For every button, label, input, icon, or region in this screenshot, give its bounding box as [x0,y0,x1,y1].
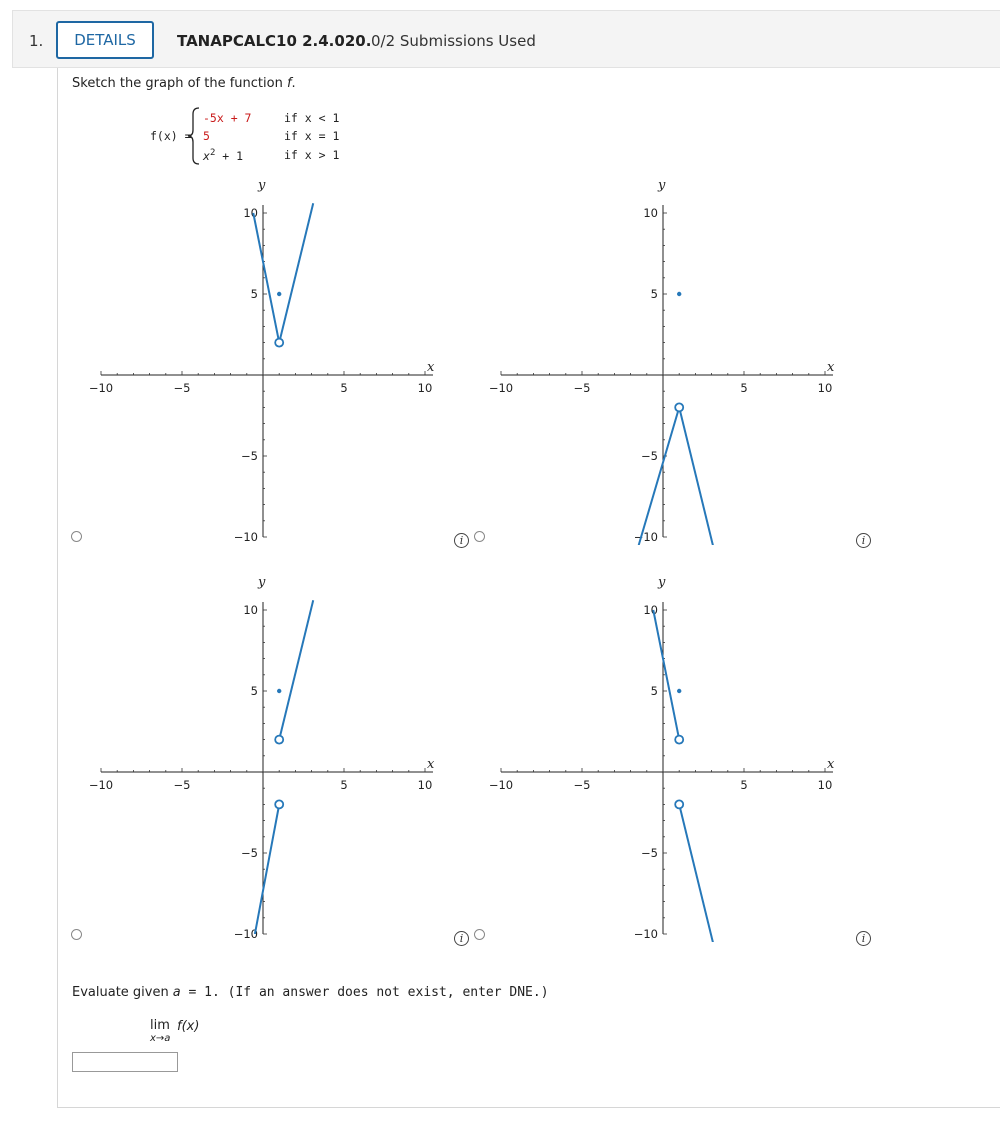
curve-right [279,600,313,739]
y-tick-label: −5 [641,449,658,463]
function-lhs: f(x) = [150,129,192,143]
brace-symbol [187,106,201,166]
open-point [675,800,683,808]
y-tick-label: −10 [633,530,658,544]
case-1-expr: -5x + 7 [203,111,252,125]
y-tick-label: 5 [250,684,258,698]
y-tick-label: 10 [243,603,258,617]
x-tick-label: 5 [740,381,748,395]
y-tick-label: 10 [243,206,258,220]
y-axis-label: y [658,575,666,590]
x-tick-label: 5 [340,778,348,792]
graph-option-2 [485,175,860,545]
curve-right [679,804,715,942]
curve-left [639,407,680,545]
y-tick-label: 10 [643,206,658,220]
curve-left [255,804,279,934]
y-tick-label: −10 [233,927,258,941]
y-tick-label: 5 [650,287,658,301]
x-tick-label: −10 [88,778,114,792]
info-icon-option-1[interactable]: i [454,533,469,548]
filled-point [677,689,681,693]
x-tick-label: 10 [817,381,833,395]
filled-point [677,292,681,296]
case-1-cond: if x < 1 [284,111,340,125]
info-icon-option-2[interactable]: i [856,533,871,548]
radio-option-2[interactable] [474,531,485,542]
y-axis-label: y [258,575,266,590]
y-tick-label: −10 [633,927,658,941]
curve-right [679,407,715,545]
x-tick-label: 10 [417,381,433,395]
x-tick-label: −10 [88,381,114,395]
case-3-expr: $x^2 + 1$ [203,148,244,163]
open-point [275,736,283,744]
y-tick-label: −5 [641,846,658,860]
x-tick-label: −5 [173,381,191,395]
graph-option-1 [85,175,460,545]
curve-left [250,213,279,343]
open-point [275,800,283,808]
info-icon-option-4[interactable]: i [856,931,871,946]
evaluate-instruction: Evaluate given a = 1. (If an answer does not exist, enter DNE.) [72,985,549,1000]
open-point [675,403,683,411]
limit-answer-input[interactable] [72,1052,178,1072]
open-point [275,339,283,347]
limit-subscript: x→a [150,1033,171,1044]
graph-option-3 [85,572,460,942]
case-2-expr: 5 [203,129,210,143]
x-axis-label: x [427,360,435,375]
y-tick-label: 10 [643,603,658,617]
instruction-text: Sketch the graph of the function f. [72,76,296,91]
y-tick-label: −10 [233,530,258,544]
x-tick-label: 5 [340,381,348,395]
radio-option-4[interactable] [474,929,485,940]
curve-right [279,203,313,342]
y-tick-label: 5 [650,684,658,698]
x-tick-label: 10 [817,778,833,792]
radio-option-3[interactable] [71,929,82,940]
curve-left [650,610,679,740]
x-tick-label: −10 [488,381,514,395]
graph-option-4 [485,572,860,942]
question-number: 1. [29,32,44,50]
x-tick-label: −5 [573,778,591,792]
x-axis-label: x [827,757,835,772]
x-tick-label: −5 [573,381,591,395]
details-button[interactable]: DETAILS [56,21,154,59]
x-tick-label: 10 [417,778,433,792]
problem-code: TANAPCALC10 2.4.020. [177,32,372,50]
radio-option-1[interactable] [71,531,82,542]
y-axis-label: y [658,178,666,193]
open-point [675,736,683,744]
case-3-cond: if x > 1 [284,148,340,162]
x-tick-label: −10 [488,778,514,792]
x-tick-label: −5 [173,778,191,792]
question-header [12,10,1000,68]
y-tick-label: −5 [241,449,258,463]
limit-function: f(x) [177,1019,200,1034]
x-axis-label: x [427,757,435,772]
submissions-used: 0/2 Submissions Used [371,32,536,50]
info-icon-option-3[interactable]: i [454,931,469,946]
y-axis-label: y [258,178,266,193]
filled-point [277,292,281,296]
y-tick-label: 5 [250,287,258,301]
x-axis-label: x [827,360,835,375]
y-tick-label: −5 [241,846,258,860]
filled-point [277,689,281,693]
x-tick-label: 5 [740,778,748,792]
limit-label: lim [150,1018,170,1033]
case-2-cond: if x = 1 [284,129,340,143]
